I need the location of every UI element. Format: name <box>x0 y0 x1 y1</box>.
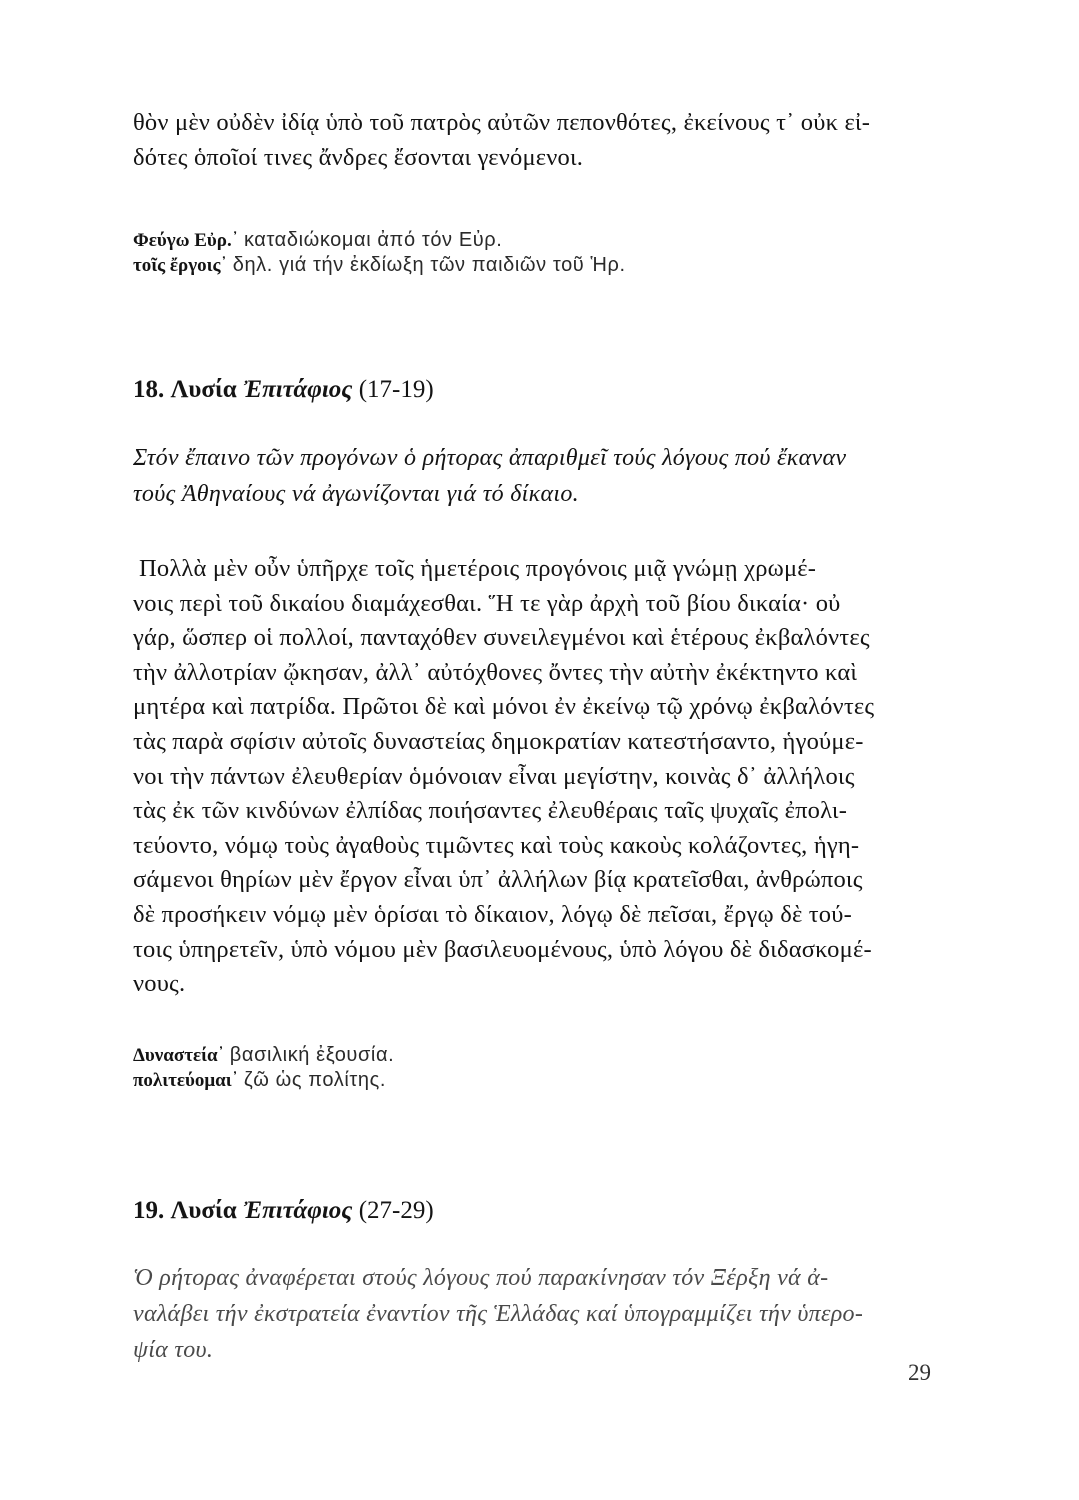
top-passage <box>133 106 943 175</box>
text-line: Πολλὰ μὲν οὖν ὑπῆρχε τοῖς ἡμετέροις προγόνοις μιᾷ γνώμῃ χρωμέ- <box>139 555 817 582</box>
gloss-term: πολιτεύομαι <box>133 1070 232 1091</box>
gloss-term: Δυναστεία <box>133 1045 218 1066</box>
text-line: τεύοντο, νόμῳ τοὺς ἀγαθοὺς τιμῶντες καὶ τοὺς κακοὺς κολάζοντες, ἡγη- <box>133 831 860 859</box>
gloss-term: τοῖς ἔργοις <box>133 255 221 276</box>
text-line: δὲ προσήκειν νόμῳ μὲν ὁρίσαι τὸ δίκαιον, λόγῳ δὲ πεῖσαι, ἔργῳ δὲ τού- <box>133 900 852 928</box>
section-19-heading <box>133 1195 943 1227</box>
intro-line: τούς Ἀθηναίους νά ἀγωνίζονται γιά τό δίκαιο. <box>133 481 579 507</box>
section-number: 18. <box>133 376 165 403</box>
text-line: τοις ὑπηρετεῖν, ὑπὸ νόμου μὲν βασιλευομένους, ὑπὸ λόγου δὲ διδασκομέ- <box>133 935 872 963</box>
gloss-definition: δηλ. γιά τήν ἐκδίωξη τῶν παιδιῶν τοῦ Ἡρ. <box>232 254 626 276</box>
gloss-entry: τοῖς ἔργοις᾽ δηλ. γιά τήν ἐκδίωξη τῶν παιδιῶν τοῦ Ἡρ. <box>133 254 626 276</box>
glossary-1 <box>133 228 943 278</box>
gloss-entry: Φεύγω Εὐρ.᾽ καταδιώκομαι ἀπό τόν Εὐρ. <box>133 229 503 251</box>
gloss-term: Φεύγω Εὐρ. <box>133 230 232 251</box>
section-range: (27-29) <box>358 1197 434 1224</box>
section-range: (17-19) <box>358 376 434 403</box>
text-line: νοις περὶ τοῦ δικαίου διαμάχεσθαι. Ἥ τε γὰρ ἀρχὴ τοῦ βίου δικαία· οὐ <box>133 589 841 617</box>
gloss-entry: Δυναστεία᾽ βασιλική ἐξουσία. <box>133 1044 395 1066</box>
section-work: Ἐπιτάφιος <box>242 1197 353 1224</box>
gloss-definition: ζῶ ὡς πολίτης. <box>243 1069 386 1091</box>
section-author: Λυσία <box>170 1197 237 1224</box>
gloss-definition: καταδιώκομαι ἀπό τόν Εὐρ. <box>243 229 503 251</box>
gloss-definition: βασιλική ἐξουσία. <box>229 1044 395 1066</box>
text-line: μητέρα καὶ πατρίδα. Πρῶτοι δὲ καὶ μόνοι ἐν ἐκείνῳ τῷ χρόνῳ ἐκβαλόντες <box>133 693 875 721</box>
gloss-entry: πολιτεύομαι᾽ ζῶ ὡς πολίτης. <box>133 1069 386 1091</box>
intro-line: Ὁ ρήτορας ἀναφέρεται στούς λόγους πού παρακίνησαν τόν Ξέρξη νά ἀ- <box>133 1265 829 1291</box>
intro-line: ναλάβει τήν ἐκστρατεία ἐναντίον τῆς Ἑλλάδας καί ὑπογραμμίζει τήν ὑπερο- <box>133 1301 864 1327</box>
section-19-intro <box>133 1260 943 1368</box>
passage-line: θὸν μὲν οὐδὲν ἰδίᾳ ὑπὸ τοῦ πατρὸς αὐτῶν πεπονθότες, ἐκείνους τ᾽ οὐκ εἰ- <box>133 109 871 136</box>
text-line: γάρ, ὥσπερ οἱ πολλοί, πανταχόθεν συνειλεγμένοι καὶ ἑτέρους ἐκβαλόντες <box>133 624 870 652</box>
section-work: Ἐπιτάφιος <box>242 376 353 403</box>
page-number: 29 <box>908 1360 931 1385</box>
text-line: νοι τὴν πάντων ἐλευθερίαν ὁμόνοιαν εἶναι μεγίστην, κοινὰς δ᾽ ἀλλήλοις <box>133 762 855 790</box>
text-line: τὰς παρὰ σφίσιν αὐτοῖς δυναστείας δημοκρατίαν κατεστήσαντο, ἡγούμε- <box>133 727 864 755</box>
section-18-intro <box>133 440 943 512</box>
section-number: 19. <box>133 1197 165 1224</box>
text-line: σάμενοι θηρίων μὲν ἔργον εἶναι ὑπ᾽ ἀλλήλων βίᾳ κρατεῖσθαι, ἀνθρώποις <box>133 866 863 894</box>
text-line: τὰς ἐκ τῶν κινδύνων ἐλπίδας ποιήσαντες ἐλευθέραις ταῖς ψυχαῖς ἐπολι- <box>133 797 848 825</box>
section-18-text <box>133 552 943 1002</box>
passage-line: δότες ὁποῖοί τινες ἄνδρες ἔσονται γενόμενοι. <box>133 143 584 171</box>
intro-line: Στόν ἔπαινο τῶν προγόνων ὁ ρήτορας ἀπαριθμεῖ τούς λόγους πού ἔκαναν <box>133 445 847 471</box>
text-line: νους. <box>133 970 186 998</box>
intro-line: ψία του. <box>133 1337 214 1363</box>
text-line: τὴν ἀλλοτρίαν ᾤκησαν, ἀλλ᾽ αὐτόχθονες ὄντες τὴν αὐτὴν ἐκέκτηντο καὶ <box>133 658 858 686</box>
glossary-18 <box>133 1043 943 1093</box>
section-author: Λυσία <box>170 376 237 403</box>
section-18-heading <box>133 374 943 406</box>
